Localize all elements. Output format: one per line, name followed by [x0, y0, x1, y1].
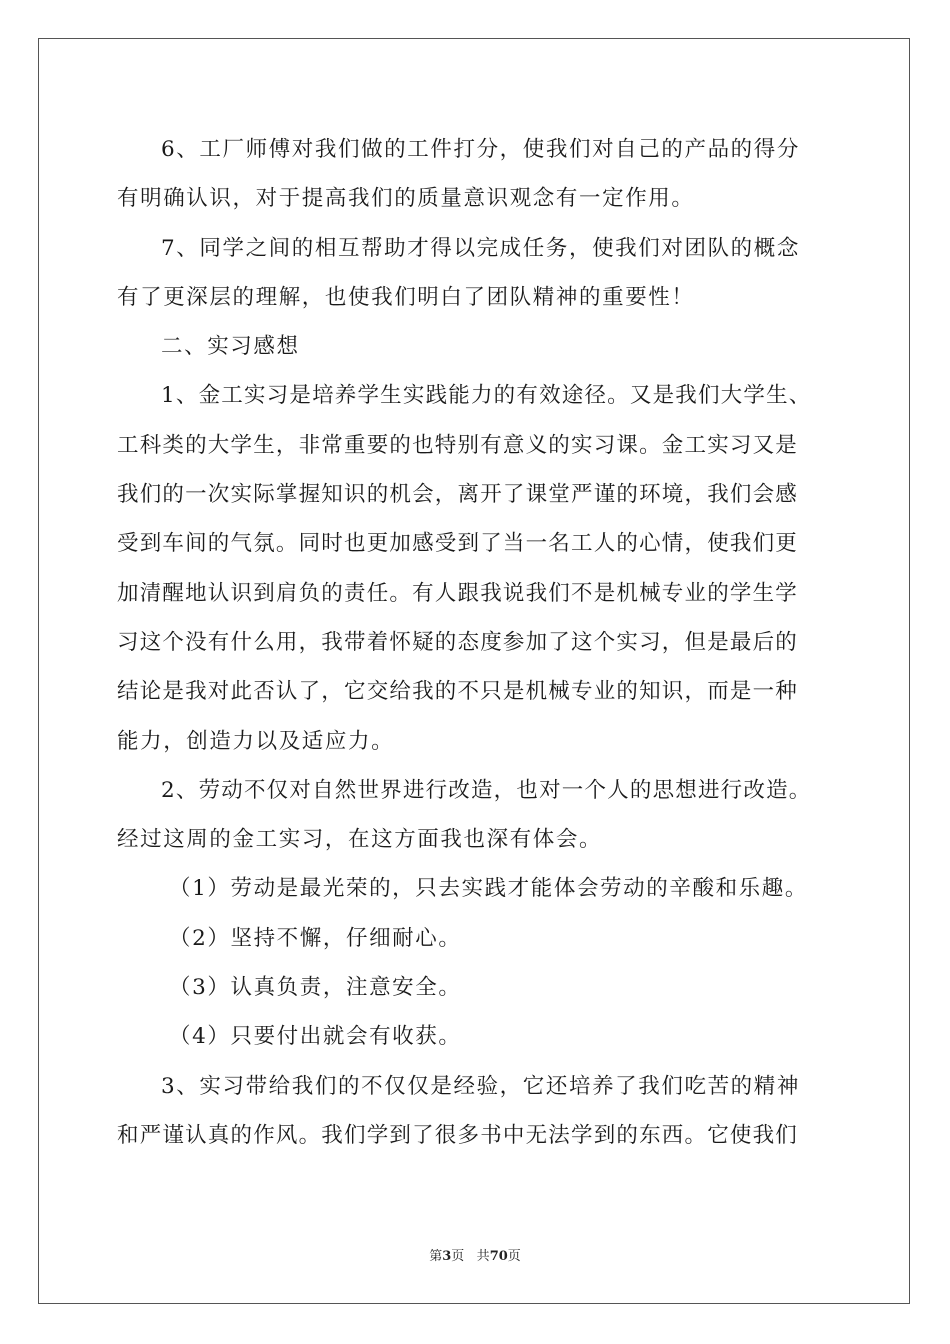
text-line: 我们的一次实际掌握知识的机会，离开了课堂严谨的环境，我们会感: [117, 482, 799, 508]
page-footer: [0, 1245, 950, 1264]
list-item: （3）认真负责，注意安全。: [169, 975, 462, 1001]
current-page-number: 3: [442, 1249, 452, 1264]
text-line: 有明确认识，对于提高我们的质量意识观念有一定作用。: [117, 186, 695, 212]
document-body: [117, 125, 833, 1160]
text-line: 工科类的大学生，非常重要的也特别有意义的实习课。金工实习又是: [117, 432, 799, 458]
list-item: （2）坚持不懈，仔细耐心。: [169, 925, 462, 951]
total-page-count: 70: [489, 1249, 508, 1264]
text-line: 和严谨认真的作风。我们学到了很多书中无法学到的东西。它使我们: [117, 1122, 799, 1148]
section-heading: 二、实习感想: [161, 334, 300, 360]
text-line: 6、工厂师傅对我们做的工件打分，使我们对自己的产品的得分: [161, 137, 800, 162]
text-line: 有了更深层的理解，也使我们明白了团队精神的重要性！: [117, 284, 695, 310]
text-line: 1、金工实习是培养学生实践能力的有效途径。又是我们大学生、: [161, 383, 812, 409]
text-line: 习这个没有什么用，我带着怀疑的态度参加了这个实习，但是最后的: [117, 629, 799, 655]
text-line: 经过这周的金工实习，在这方面我也深有体会。: [117, 827, 603, 853]
total-suffix: 页: [507, 1249, 521, 1264]
text-line: 受到车间的气氛。同时也更加感受到了当一名工人的心情，使我们更: [117, 531, 799, 557]
list-item: （1）劳动是最光荣的，只去实践才能体会劳动的辛酸和乐趣。: [169, 876, 808, 902]
total-prefix: 共: [476, 1249, 490, 1264]
text-line: 能力，创造力以及适应力。: [117, 728, 395, 754]
text-line: 3、实习带给我们的不仅仅是经验，它还培养了我们吃苦的精神: [161, 1073, 800, 1099]
text-line: 加清醒地认识到肩负的责任。有人跟我说我们不是机械专业的学生学: [117, 580, 799, 606]
text-line: 7、同学之间的相互帮助才得以完成任务，使我们对团队的概念: [161, 235, 800, 261]
text-line: 结论是我对此否认了，它交给我的不只是机械专业的知识，而是一种: [117, 679, 799, 705]
page-suffix: 页: [451, 1249, 465, 1264]
text-line: 2、劳动不仅对自然世界进行改造，也对一个人的思想进行改造。: [161, 777, 812, 803]
list-item: （4）只要付出就会有收获。: [169, 1024, 462, 1050]
page-prefix: 第: [429, 1249, 443, 1264]
